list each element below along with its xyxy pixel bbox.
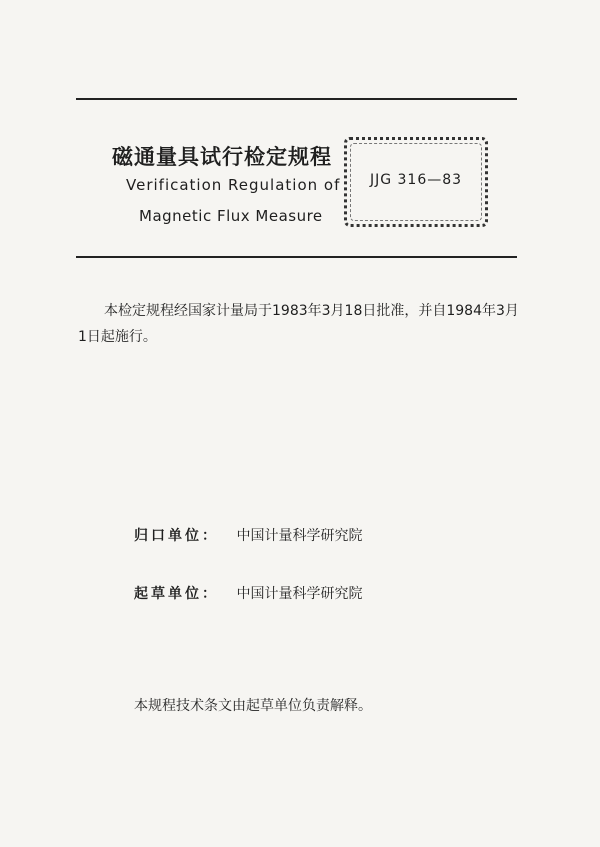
regulation-code: JJG 316—83 (369, 172, 463, 188)
title-chinese: 磁通量具试行检定规程 (112, 145, 332, 169)
drafting-unit-value: 中国计量科学研究院 (236, 586, 363, 602)
approval-statement: 本检定规程经国家计量局于1983年3月18日批准，并自1984年3月1日起施行。 (78, 303, 519, 345)
top-rule (76, 98, 517, 100)
title-english-line-2: Magnetic Flux Measure (139, 207, 323, 225)
responsible-unit-value: 中国计量科学研究院 (236, 528, 363, 544)
drafting-unit-row (134, 583, 362, 603)
bottom-rule (76, 256, 517, 258)
drafting-unit-label: 起草单位： (134, 586, 219, 602)
title-english-line-1: Verification Regulation of (126, 176, 341, 194)
responsible-unit-row (134, 525, 362, 545)
regulation-code-box (344, 137, 488, 227)
interpretation-note: 本规程技术条文由起草单位负责解释。 (134, 698, 372, 714)
responsible-unit-label: 归口单位： (134, 528, 219, 544)
